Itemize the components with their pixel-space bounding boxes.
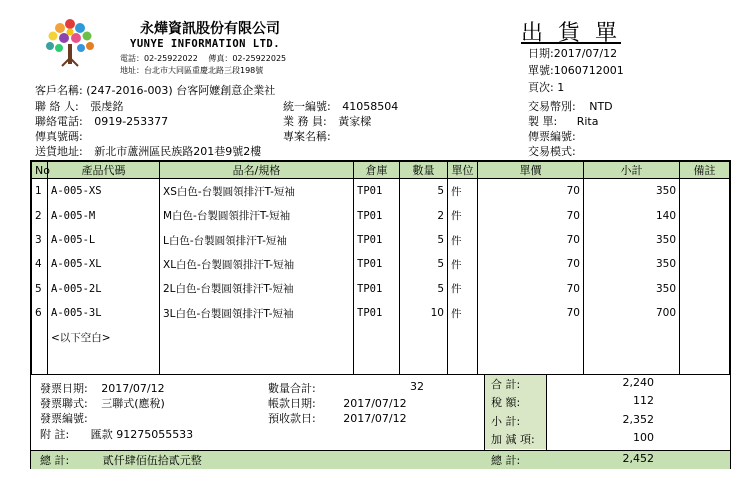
table-row — [32, 252, 730, 276]
cell-name: 3L白色-台製圓領排汗T-短袖 — [160, 301, 354, 325]
col-header-subtotal: 小計 — [584, 162, 680, 179]
project-name: 專案名稱: — [283, 130, 331, 143]
grand-total-value: 2,452 — [622, 452, 654, 465]
remark: 附 註: 匯款 91275055533 — [40, 428, 194, 441]
customer-contact: 聯 絡 人: 張虔銘 — [35, 100, 124, 113]
invoice-number: 發票編號: — [40, 412, 88, 425]
cell-warehouse: TP01 — [354, 228, 400, 252]
cell-qty: 5 — [400, 228, 448, 252]
tax-value: 112 — [633, 394, 654, 407]
company-address: 地址：台北市大同區重慶北路三段198號 — [120, 66, 264, 75]
document-title: 出 貨 單 — [521, 21, 621, 46]
maker: 製 單: Rita — [528, 115, 599, 128]
cell-warehouse: TP01 — [354, 252, 400, 276]
company-name: 永燁資訊股份有限公司 — [140, 21, 280, 37]
salesperson: 業 務 員: 黃家樑 — [283, 115, 372, 128]
cell-warehouse: TP01 — [354, 179, 400, 204]
voucher-number: 傳票編號: — [528, 130, 576, 143]
cell-note — [680, 301, 730, 325]
col-header-qty: 數量 — [400, 162, 448, 179]
col-header-unit: 單位 — [448, 162, 478, 179]
cell-price: 70 — [478, 179, 584, 204]
doc-date: 日期:2017/07/12 — [528, 47, 618, 60]
sum-label: 合 計: — [491, 378, 521, 391]
due-date: 預收款日: 2017/07/12 — [268, 412, 407, 425]
currency: 交易幣別: NTD — [528, 100, 613, 113]
cell-no: 2 — [32, 203, 48, 227]
cell-subtotal: 350 — [584, 228, 680, 252]
table-row — [32, 179, 730, 204]
col-header-price: 單價 — [478, 162, 584, 179]
cell-subtotal: 350 — [584, 277, 680, 301]
table-row-blank-note — [32, 325, 730, 349]
table-header-row — [32, 162, 730, 179]
sum-value: 2,240 — [622, 376, 654, 389]
cell-unit: 件 — [448, 228, 478, 252]
cell-qty: 5 — [400, 252, 448, 276]
customer-address: 送貨地址: 新北市蘆洲區民族路201巷9號2樓 — [35, 145, 262, 158]
cell-code: A-005-XS — [48, 179, 160, 204]
ar-date: 帳款日期: 2017/07/12 — [268, 397, 407, 410]
cell-warehouse: TP01 — [354, 203, 400, 227]
subtotal-value: 2,352 — [622, 413, 654, 426]
cell-no: 5 — [32, 277, 48, 301]
cell-warehouse: TP01 — [354, 301, 400, 325]
cell-note — [680, 277, 730, 301]
cell-no: 1 — [32, 179, 48, 204]
table-row — [32, 228, 730, 252]
cell-code: A-005-XL — [48, 252, 160, 276]
cell-name: L白色-台製圓領排汗T-短袖 — [160, 228, 354, 252]
tax-id: 統一編號: 41058504 — [283, 100, 399, 113]
grand-total-label: 總 計: — [491, 454, 521, 467]
items-table — [31, 161, 730, 374]
trade-mode: 交易模式: — [528, 145, 576, 158]
customer-phone: 聯絡電話: 0919-253377 — [35, 115, 169, 128]
customer-fax: 傳真號碼: — [35, 130, 83, 143]
cell-subtotal: 700 — [584, 301, 680, 325]
company-logo — [40, 14, 100, 70]
table-row — [32, 277, 730, 301]
cell-code: A-005-2L — [48, 277, 160, 301]
adjust-value: 100 — [633, 431, 654, 444]
table-row-filler — [32, 350, 730, 374]
cell-unit: 件 — [448, 277, 478, 301]
table-row — [32, 203, 730, 227]
cell-price: 70 — [478, 203, 584, 227]
invoice-type: 發票聯式: 三聯式(應稅) — [40, 397, 165, 410]
cell-name: XL白色-台製圓領排汗T-短袖 — [160, 252, 354, 276]
table-row — [32, 301, 730, 325]
col-header-note: 備註 — [680, 162, 730, 179]
cell-price: 70 — [478, 301, 584, 325]
cell-code: A-005-L — [48, 228, 160, 252]
tax-label: 稅 額: — [491, 396, 521, 409]
cell-note — [680, 252, 730, 276]
cell-subtotal: 350 — [584, 252, 680, 276]
doc-page: 頁次: 1 — [528, 81, 565, 94]
col-header-warehouse: 倉庫 — [354, 162, 400, 179]
cell-unit: 件 — [448, 179, 478, 204]
cell-subtotal: 140 — [584, 203, 680, 227]
company-phones: 電話：02-25922022 傳真：02-25922025 — [120, 54, 287, 63]
cell-qty: 10 — [400, 301, 448, 325]
cell-unit: 件 — [448, 301, 478, 325]
cell-qty: 2 — [400, 203, 448, 227]
cell-warehouse: TP01 — [354, 277, 400, 301]
cell-note — [680, 179, 730, 204]
invoice-date: 發票日期: 2017/07/12 — [40, 382, 165, 395]
col-header-name: 品名/規格 — [160, 162, 354, 179]
col-header-no: No — [32, 162, 48, 179]
cell-price: 70 — [478, 252, 584, 276]
col-header-code: 產品代碼 — [48, 162, 160, 179]
cell-note — [680, 203, 730, 227]
company-name-en: YUNYE INFORMATION LTD. — [130, 38, 281, 50]
cell-code: A-005-3L — [48, 301, 160, 325]
qty-total: 32 — [410, 380, 424, 393]
total-in-words: 總 計: 貳仟肆佰伍拾貳元整 — [40, 454, 202, 467]
cell-name: XS白色-台製圓領排汗T-短袖 — [160, 179, 354, 204]
cell-no: 3 — [32, 228, 48, 252]
subtotal-label: 小 計: — [491, 415, 521, 428]
cell-code: A-005-M — [48, 203, 160, 227]
cell-no: 4 — [32, 252, 48, 276]
blank-below-note: <以下空白> — [48, 325, 160, 349]
cell-qty: 5 — [400, 277, 448, 301]
items-table-frame — [30, 160, 731, 375]
cell-name: 2L白色-台製圓領排汗T-短袖 — [160, 277, 354, 301]
cell-unit: 件 — [448, 252, 478, 276]
doc-number: 單號:1060712001 — [528, 64, 624, 77]
cell-price: 70 — [478, 277, 584, 301]
cell-unit: 件 — [448, 203, 478, 227]
adjust-label: 加 減 項: — [491, 433, 535, 446]
cell-price: 70 — [478, 228, 584, 252]
cell-name: M白色-台製圓領排汗T-短袖 — [160, 203, 354, 227]
cell-no: 6 — [32, 301, 48, 325]
cell-qty: 5 — [400, 179, 448, 204]
cell-subtotal: 350 — [584, 179, 680, 204]
customer-name: 客戶名稱: (247-2016-003) 台客阿嬤創意企業社 — [35, 84, 276, 97]
qty-total-label: 數量合計: — [268, 382, 316, 395]
cell-note — [680, 228, 730, 252]
